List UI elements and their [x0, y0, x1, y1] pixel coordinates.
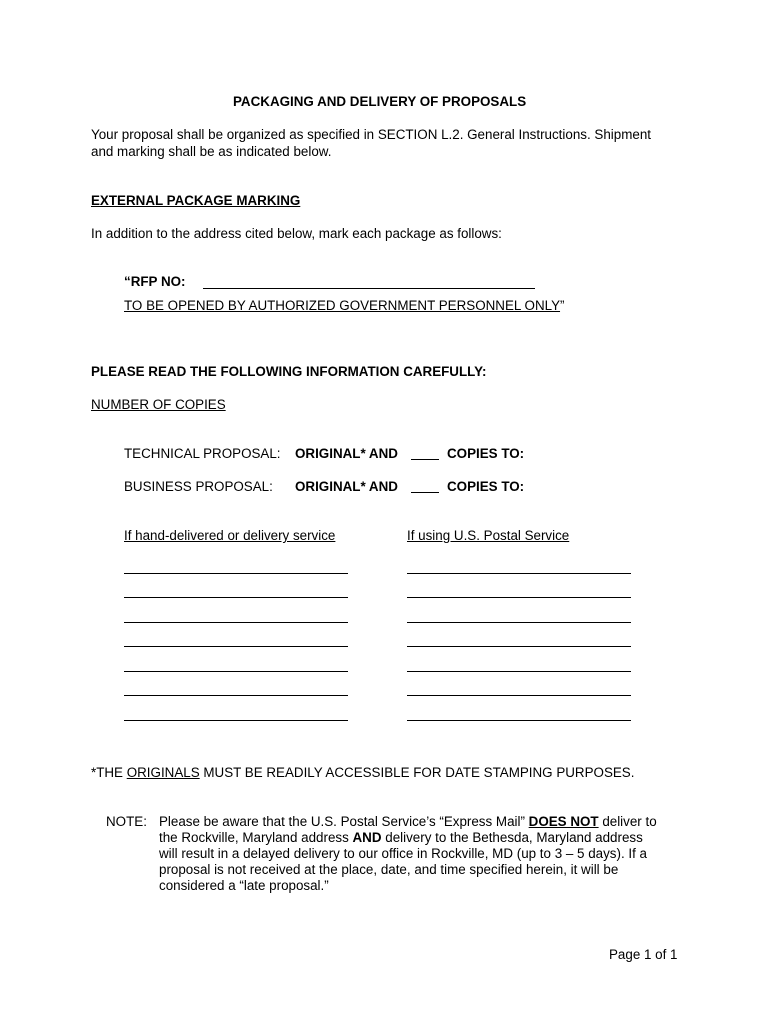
postal-address-line	[407, 671, 631, 672]
copies-heading: NUMBER OF COPIES	[91, 397, 226, 412]
postal-address-line	[407, 720, 631, 721]
hand-address-line	[124, 573, 348, 574]
note-emphasis: AND	[352, 830, 382, 845]
note-text: deliver to	[598, 814, 657, 829]
technical-copies-blank	[411, 459, 439, 460]
originals-suffix: MUST BE READILY ACCESSIBLE FOR DATE STAMPING PURPOSES.	[199, 765, 635, 780]
intro-line-2: and marking shall be as indicated below.	[91, 144, 332, 159]
technical-proposal-label: TECHNICAL PROPOSAL:	[124, 446, 281, 461]
note-line-2	[159, 829, 643, 846]
page-title: PACKAGING AND DELIVERY OF PROPOSALS	[233, 94, 527, 109]
note-text: the Rockville, Maryland address	[159, 830, 353, 845]
business-copies-blank	[411, 492, 439, 493]
postal-service-heading: If using U.S. Postal Service	[407, 528, 570, 543]
note-text: delivery to the Bethesda, Maryland address	[381, 830, 643, 845]
opened-by-line	[124, 297, 565, 314]
technical-copies-to: COPIES TO:	[447, 446, 525, 461]
business-copies-to: COPIES TO:	[447, 479, 525, 494]
postal-address-line	[407, 695, 631, 696]
rfp-number-blank	[203, 288, 535, 289]
hand-address-line	[124, 622, 348, 623]
note-line-4: proposal is not received at the place, date, and time specified herein, it will be	[159, 862, 619, 877]
closing-quote: ”	[560, 298, 565, 313]
external-marking-instruction: In addition to the address cited below, mark each package as follows:	[91, 226, 502, 241]
hand-address-line	[124, 720, 348, 721]
external-marking-heading: EXTERNAL PACKAGE MARKING	[91, 193, 301, 208]
originals-word: ORIGINALS	[126, 765, 200, 780]
page-number: Page 1 of 1	[609, 947, 678, 962]
note-line-5: considered a “late proposal.”	[159, 878, 329, 893]
business-original-and: ORIGINAL* AND	[295, 479, 398, 494]
postal-address-line	[407, 573, 631, 574]
note-line-1	[159, 813, 657, 830]
read-carefully-heading: PLEASE READ THE FOLLOWING INFORMATION CAREFULLY:	[91, 364, 487, 379]
note-label: NOTE:	[106, 814, 147, 829]
note-text: Please be aware that the U.S. Postal Service’s “Express Mail”	[159, 814, 529, 829]
originals-note	[91, 764, 634, 781]
rfp-label: “RFP NO:	[124, 274, 186, 289]
note-emphasis: DOES NOT	[528, 814, 599, 829]
hand-address-line	[124, 597, 348, 598]
hand-address-line	[124, 646, 348, 647]
business-proposal-label: BUSINESS PROPOSAL:	[124, 479, 273, 494]
intro-line-1: Your proposal shall be organized as specified in SECTION L.2. General Instructions. Shipment	[91, 127, 651, 142]
opened-by-text: TO BE OPENED BY AUTHORIZED GOVERNMENT PERSONNEL ONLY	[124, 298, 561, 313]
postal-address-line	[407, 597, 631, 598]
hand-address-line	[124, 671, 348, 672]
hand-address-line	[124, 695, 348, 696]
postal-address-line	[407, 646, 631, 647]
note-line-3: will result in a delayed delivery to our office in Rockville, MD (up to 3 – 5 days). If a	[159, 846, 647, 861]
technical-original-and: ORIGINAL* AND	[295, 446, 398, 461]
hand-delivered-heading: If hand-delivered or delivery service	[124, 528, 336, 543]
originals-prefix: *THE	[91, 765, 127, 780]
postal-address-line	[407, 622, 631, 623]
